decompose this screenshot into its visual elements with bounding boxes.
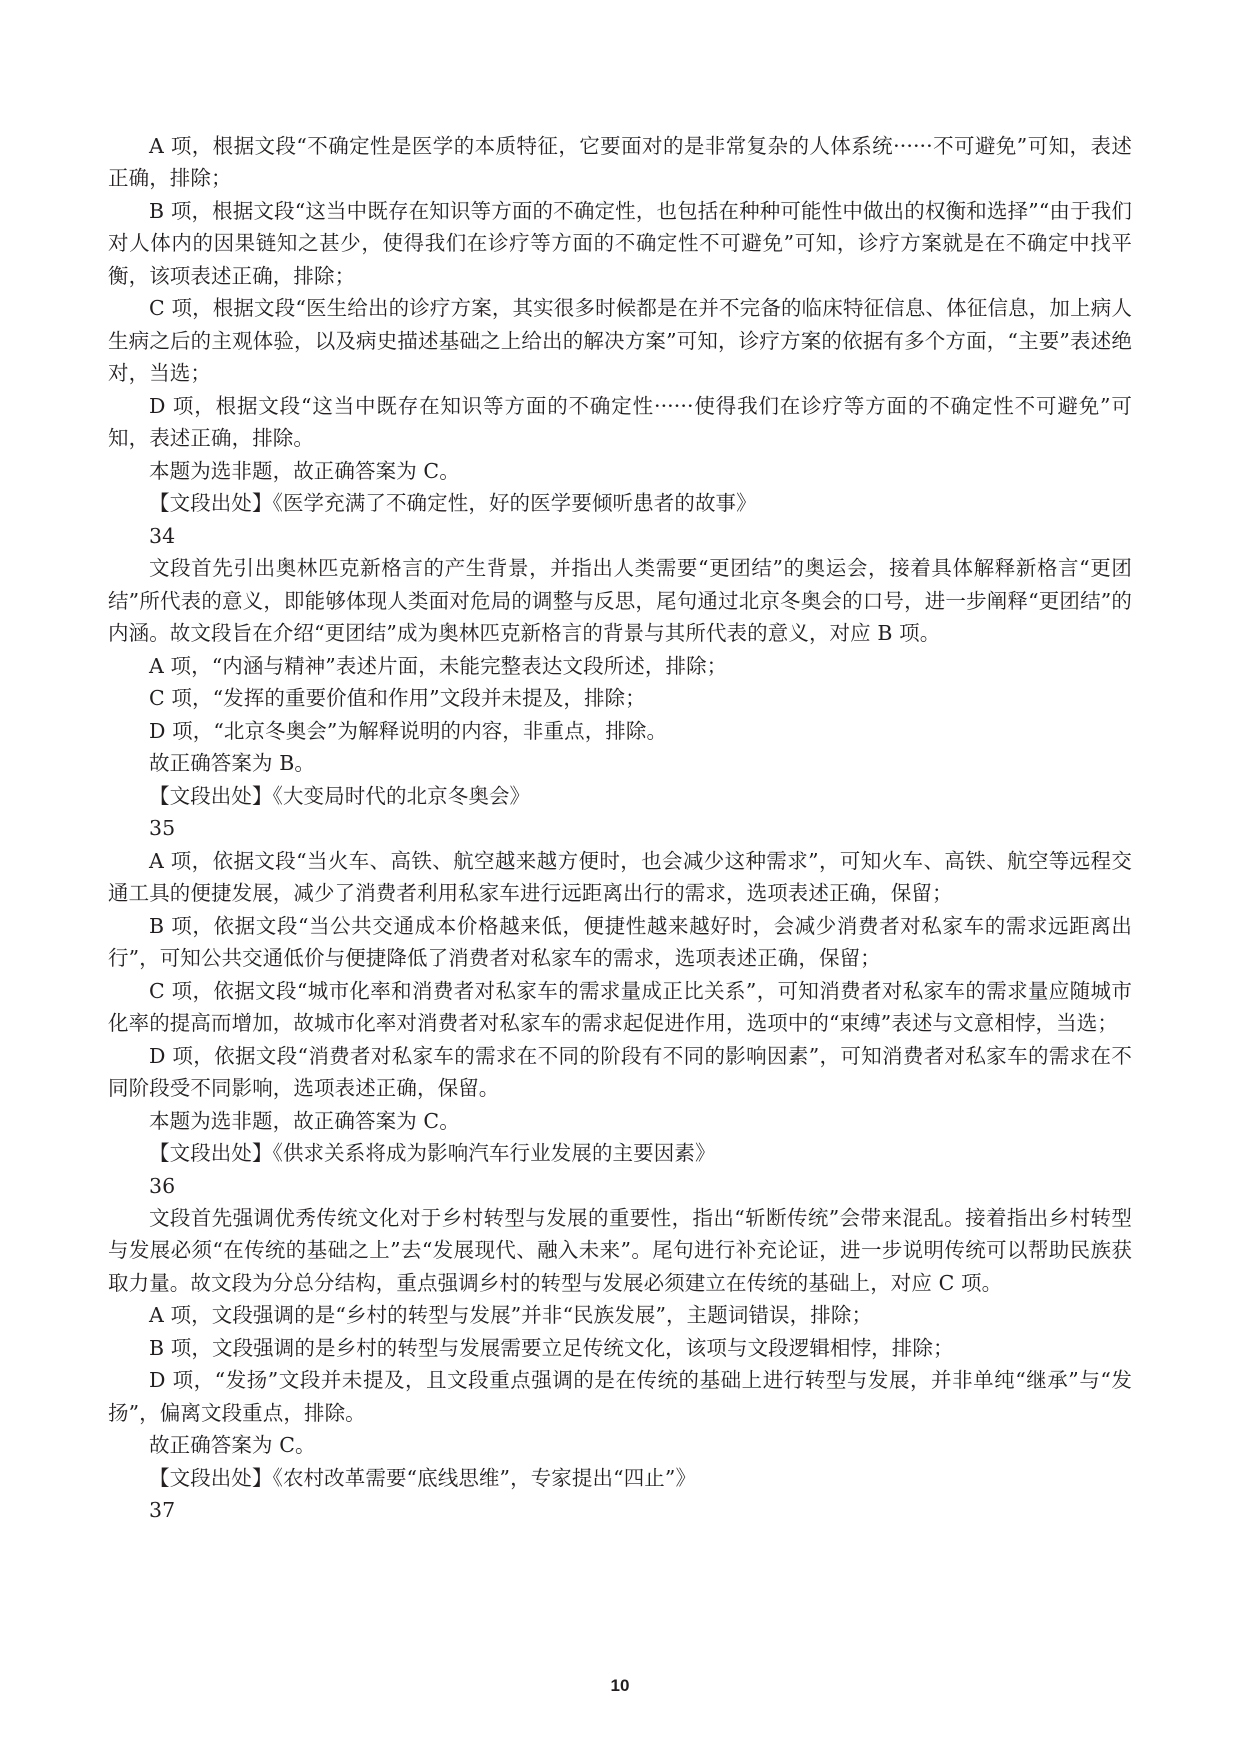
answer-analysis-paragraph: C 项，“发挥的重要价值和作用”文段并未提及，排除； <box>149 686 646 711</box>
question-number: 37 <box>149 1498 176 1523</box>
answer-analysis-paragraph: D 项，“发扬”文段并未提及，且文段重点强调的是在传统的基础上进行转型与发展，并非单纯“继承”与“发扬”，偏离文段重点，排除。 <box>108 1368 1132 1425</box>
question-number: 36 <box>149 1173 176 1198</box>
answer-analysis-paragraph: A 项，根据文段“不确定性是医学的本质特征，它要面对的是非常复杂的人体系统······不可避免”可知，表述正确，排除； <box>108 134 1132 191</box>
source-reference: 【文段出处】《大变局时代的北京冬奥会》 <box>149 783 531 808</box>
answer-conclusion: 故正确答案为 C。 <box>149 1433 316 1458</box>
answer-analysis-paragraph: B 项，根据文段“这当中既存在知识等方面的不确定性，也包括在种种可能性中做出的权衡和选择”“由于我们对人体内的因果链知之甚少，使得我们在诊疗等方面的不确定性不可避免”可知，诊疗方案就是在不确定中找平衡，该项表述正确，排除； <box>108 198 1132 288</box>
answer-conclusion: 故正确答案为 B。 <box>149 751 315 776</box>
source-reference: 【文段出处】《农村改革需要“底线思维”，专家提出“四止”》 <box>149 1465 697 1490</box>
answer-analysis-paragraph: C 项，依据文段“城市化率和消费者对私家车的需求量成正比关系”，可知消费者对私家车的需求量应随城市化率的提高而增加，故城市化率对消费者对私家车的需求起促进作用，选项中的“束缚”表述与文意相悖，当选； <box>108 978 1132 1036</box>
answer-conclusion: 本题为选非题，故正确答案为 C。 <box>149 458 460 483</box>
answer-analysis-paragraph: B 项，依据文段“当公共交通成本价格越来低，便捷性越来越好时，会减少消费者对私家车的需求远距离出行”，可知公共交通低价与便捷降低了消费者对私家车的需求，选项表述正确，保留； <box>108 913 1132 971</box>
answer-analysis-paragraph: C 项，根据文段“医生给出的诊疗方案，其实很多时候都是在并不完备的临床特征信息、体征信息，加上病人生病之后的主观体验，以及病史描述基础之上给出的解决方案”可知，诊疗方案的依据有多个方面，“主要”表述绝对，当选； <box>108 296 1132 386</box>
answer-analysis-paragraph: D 项，“北京冬奥会”为解释说明的内容，非重点，排除。 <box>149 718 668 743</box>
question-number: 35 <box>149 816 176 841</box>
document-body <box>108 130 1132 1527</box>
answer-analysis-paragraph: A 项，文段强调的是“乡村的转型与发展”并非“民族发展”，主题词错误，排除； <box>149 1303 873 1328</box>
answer-analysis-paragraph: D 项，依据文段“消费者对私家车的需求在不同的阶段有不同的影响因素”，可知消费者对私家车的需求在不同阶段受不同影响，选项表述正确，保留。 <box>108 1043 1132 1101</box>
answer-conclusion: 本题为选非题，故正确答案为 C。 <box>149 1108 460 1133</box>
question-number: 34 <box>149 523 176 548</box>
answer-analysis-paragraph: 文段首先引出奥林匹克新格言的产生背景，并指出人类需要“更团结”的奥运会，接着具体解释新格言“更团结”所代表的意义，即能够体现人类面对危局的调整与反思，尾句通过北京冬奥会的口号，进一步阐释“更团结”的内涵。故文段旨在介绍“更团结”成为奥林匹克新格言的背景与其所代表的意义，对应 B 项。 <box>108 556 1132 646</box>
source-reference: 【文段出处】《医学充满了不确定性，好的医学要倾听患者的故事》 <box>149 491 757 516</box>
answer-analysis-paragraph: A 项，“内涵与精神”表述片面，未能完整表达文段所述，排除； <box>149 653 728 678</box>
answer-analysis-paragraph: 文段首先强调优秀传统文化对于乡村转型与发展的重要性，指出“斩断传统”会带来混乱。接着指出乡村转型与发展必须“在传统的基础之上”去“发展现代、融入未来”。尾句进行补充论证，进一步说明传统可以帮助民族获取力量。故文段为分总分结构，重点强调乡村的转型与发展必须建立在传统的基础上，对应 C 项。 <box>108 1205 1132 1295</box>
answer-analysis-paragraph: A 项，依据文段“当火车、高铁、航空越来越方便时，也会减少这种需求”，可知火车、高铁、航空等远程交通工具的便捷发展，减少了消费者利用私家车进行远距离出行的需求，选项表述正确，保留； <box>108 848 1132 906</box>
answer-analysis-paragraph: B 项，文段强调的是乡村的转型与发展需要立足传统文化，该项与文段逻辑相悖，排除； <box>149 1335 954 1360</box>
answer-analysis-paragraph: D 项，根据文段“这当中既存在知识等方面的不确定性······使得我们在诊疗等方面的不确定性不可避免”可知，表述正确，排除。 <box>108 393 1132 451</box>
source-reference: 【文段出处】《供求关系将成为影响汽车行业发展的主要因素》 <box>149 1141 716 1166</box>
page-number: 10 <box>610 1676 630 1695</box>
